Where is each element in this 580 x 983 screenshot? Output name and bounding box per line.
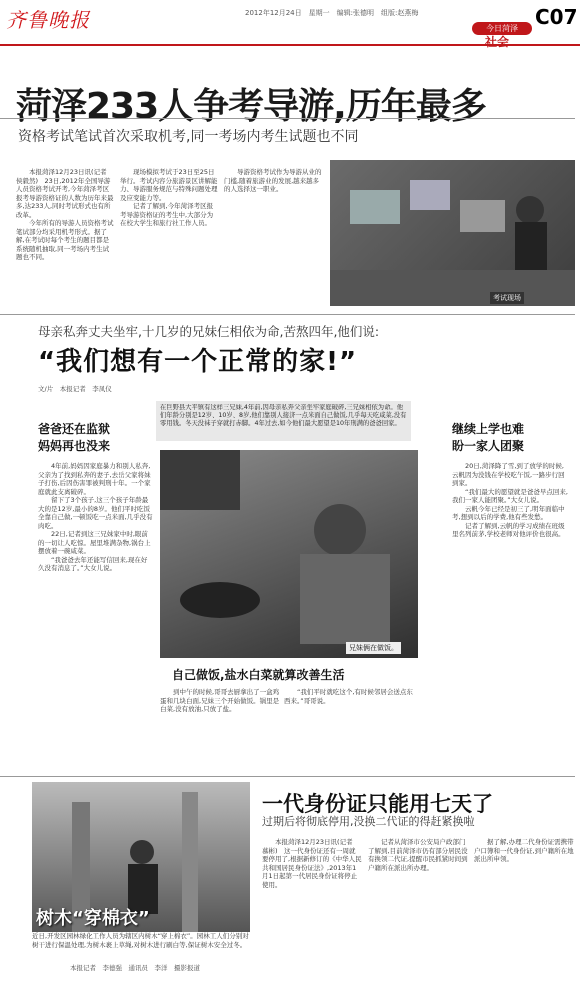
story2-paragraph: 20日,菏泽降了雪,到了放学的时候,云帆因为没钱在学校吃午饭,一路步行回到家。 [452,462,565,487]
right-subheading-1: 继续上学也难 [452,422,525,436]
story3-paragraph: 记者从菏泽市公安局户政部门了解到,目前菏泽市仍有部分居民没有换领二代证,提醒市民抓紧时间到户籍所在派出所办理。 [368,838,468,872]
story2-paragraph: 到中午的时候,哥哥去厨拿出了一盒鸡蛋和几块白面,兄妹三个开始做饭。锅里是白菜,没有放油,只放了盐。 [160,688,280,713]
left-subheading-1: 爸爸还在监狱 [38,422,111,436]
edition-pill: 今日菏泽 [472,22,532,35]
section-label: 社会 [485,35,510,49]
kids-cooking-illustration [160,450,418,658]
story2-right-column [452,462,570,767]
exam-photo-caption: 考试现场 [490,292,524,304]
story1-paragraph: 今年所有的导游人员资格考试笔试部分均采用机考形式。据了解,在考试时每个考生的题目都是系统随机抽取,同一考场内考生试题也不同。 [16,219,114,261]
story2-paragraph: “我们平时就吃这个,有时候邻居会送点东西来。”哥哥说。 [284,688,413,705]
story3-column-1 [262,838,362,973]
story1-paragraph: 记者了解到,今年菏泽考区报考导游资格证的考生中,大部分为在校大学生和旅行社工作人员。 [120,202,214,227]
section-divider [0,776,575,777]
story1-subhead: 资格考试笔试首次采取机考,同一考场内考生试题也不同 [18,129,359,145]
story1-paragraph: 本报菏泽12月23日讯(记者 侯毅然) 23日,2012年全国导游人员资格考试开考,今年菏泽考区报考导游资格证的人数为历年来最多,达233人,同时考试形式也有所改革。 [16,168,114,219]
story2-intro: 在巨野县大平镇有这样三兄妹,4年前,因母亲私奔父亲坐牢家庭破碎,三兄妹相依为命。他们年龄分别是12岁、10岁、8岁,他们靠别人接济一点米面自己做饭,几乎每天吃咸菜,没有零用钱。冬天没袜子穿就打赤脚。4年过去,如今他们最大愿望是10年刑满的爸爸回家。 [160,404,407,427]
story1-column-3 [224,168,322,312]
story1-column-2 [120,168,218,312]
story3-paragraph: 本报菏泽12月23日讯(记者 慕彬) 这一代身份证还有一周就要停用了,根据新修订的《中华人民共和国居民身份证法》,2013年1月1日起第一代居民身份证将停止使用。 [262,838,362,889]
tree-trunk [182,792,198,932]
desk-row [330,270,575,306]
left-subheading-2: 妈妈再也没来 [38,439,111,453]
photo-story-caption: 近日,开发区园林绿化工作人员为辖区内树木“穿上棉衣”。园林工人们分别对树干进行保温处理,为树木裹上草绳,对树木进行刷白等,保证树木安全过冬。 [32,932,249,949]
photo-story-credit: 本报记者 李德强 通讯员 李洋 摄影报道 [70,964,200,972]
person-head [516,196,544,224]
child-head [314,504,366,556]
photo-tag: 兄妹俩在做饭。 [346,642,401,654]
story1-paragraph: 导游资格考试作为导游从业的门槛,随着旅游业的发展,越来越多的人选择这一职业。 [224,168,322,193]
story1-paragraph: 现场模拟考试于23日至25日举行。考试内容分旅游景区讲解能力、导游服务规范与特殊问题处理及应变能力等。 [120,168,218,202]
story2-mid-column-1 [160,688,280,768]
page-number: C07 [535,5,578,29]
wall-shadow [160,450,240,510]
story3-paragraph: 据了解,办理二代身份证需携带户口簿和一代身份证,到户籍所在地派出所申领。 [474,838,574,863]
story2-paragraph: 留下了3个孩子,这三个孩子年龄最大的是12岁,最小的8岁。他们平时吃饭全靠自己做,一顿饭吃一点米面,几乎没有肉吃。 [38,496,153,530]
story2-left-column [38,462,153,767]
section-divider [0,314,575,315]
story1-column-1 [16,168,114,312]
story2-byline: 文/片 本报记者 李凤仪 [38,385,112,393]
story3-headline: 一代身份证只能用七天了 [262,792,493,816]
story3-subhead: 过期后将彻底停用,没换二代证的得赶紧换啦 [262,815,475,828]
child-body [300,554,390,644]
story2-paragraph: 云帆今年已经是初三了,明年面临中考,想到以后的学费,他有些发愁。 [452,504,565,521]
kids-cooking-photo [160,450,418,658]
story2-paragraph: “我们最大的愿望就是爸爸早点回来,我们一家人能团聚。”大女儿说。 [452,487,568,504]
newspaper-logo: 齐鲁晚报 [6,8,90,32]
dateline: 2012年12月24日 星期一 编辑:张德明 组版:赵燕梅 [245,9,419,17]
story2-headline: “我们想有一个正常的家!” [38,347,358,377]
exam-photo [330,160,575,306]
story1-headline: 菏泽233人争考导游,历年最多 [16,86,486,127]
wok-shape [180,582,260,618]
story2-mid-column-2 [284,688,414,768]
monitor-shape [460,200,505,232]
story2-paragraph: “我爸爸去年还能写信回来,现在好久没有消息了。”大女儿说。 [38,555,148,572]
story3-column-3 [474,838,574,973]
worker-head [130,840,154,864]
monitor-shape [350,190,400,224]
story2-paragraph: 记者了解到,云帆的学习成绩在班级里名列前茅,学校老师对他评价也很高。 [452,521,565,538]
story2-photo-caption: 自己做饭,盐水白菜就算改善生活 [172,668,345,682]
exam-room-illustration [330,160,575,306]
right-subheading-2: 盼一家人团聚 [452,439,525,453]
story2-paragraph: 22日,记者到这三兄妹家中时,眼前的一切让人吃惊。屋里堆满杂物,锅台上摆放着一碗咸菜。 [38,530,151,555]
story2-kicker: 母亲私奔丈夫坐牢,十几岁的兄妹仨相依为命,苦熬四年,他们说: [38,324,380,339]
photo-story-headline: 树木“穿棉衣” [36,908,150,929]
headline-divider [0,118,575,119]
story2-intro-box [156,401,411,441]
story3-column-2 [368,838,468,973]
monitor-shape [410,180,450,210]
masthead [0,0,580,49]
story2-paragraph: 4年前,妈妈因家庭暴力和别人私奔,父亲为了找到私奔的妻子,去岳父家将妹子打伤,后因伤害罪被判刑十年。一个家庭就此支离破碎。 [38,462,151,496]
